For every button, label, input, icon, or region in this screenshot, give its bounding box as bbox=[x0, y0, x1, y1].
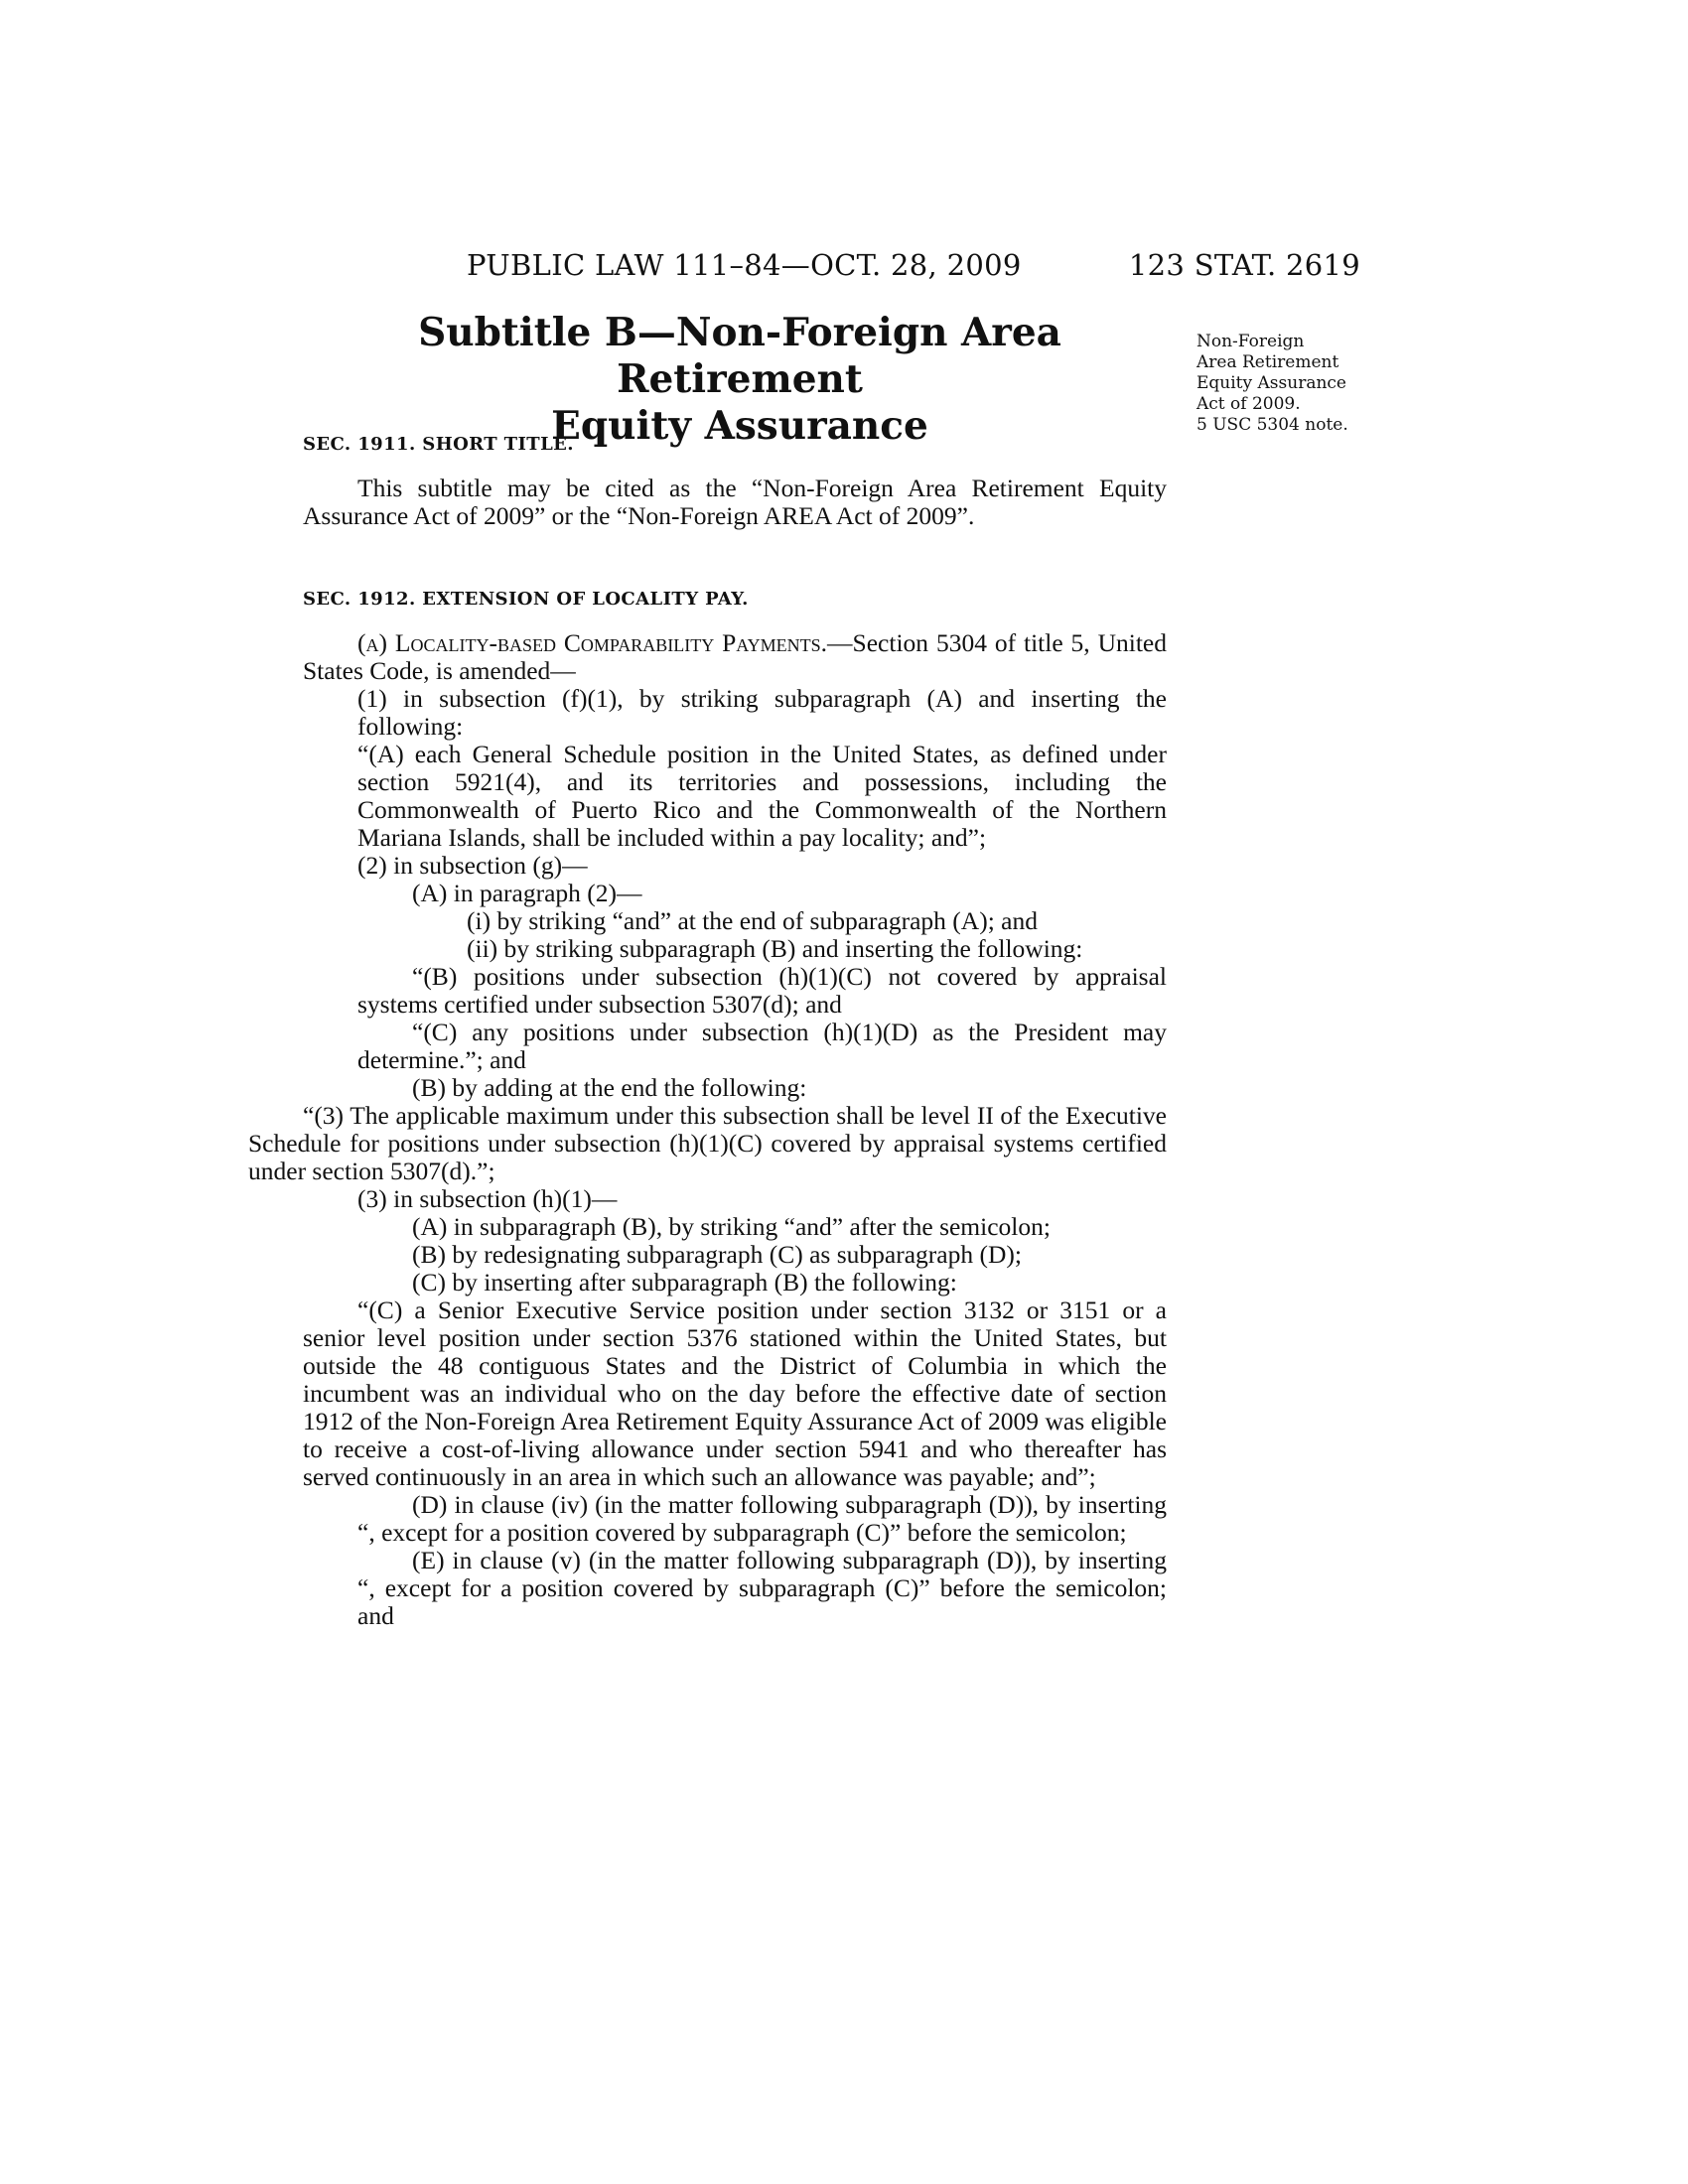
section-1912-heading: SEC. 1912. EXTENSION OF LOCALITY PAY. bbox=[303, 589, 749, 610]
margin-note-line: 5 USC 5304 note. bbox=[1196, 415, 1348, 435]
paragraph-3-quote-C: “(C) a Senior Executive Service position under section 3132 or 3151 or a senior level position under section 5376 stationed within the United States, but outside the 48 contiguous States and the District of Columbia in which the incumbent was an individual who on the day before the effective date of section 1912 of the Non-Foreign Area Retirement Equity Assurance Act of 2009 was eligible to receive a cost-of-living allowance under section 5941 and who thereafter has served continuously in an area in which such an allowance was payable; and”; bbox=[303, 1296, 1167, 1491]
paragraph-3-D: (D) in clause (iv) (in the matter following subparagraph (D)), by inserting “, except for a position covered by subparagraph (C)” before the semicolon; bbox=[357, 1490, 1167, 1547]
paragraph-2-quote-3: “(3) The applicable maximum under this subsection shall be level II of the Executive Schedule for positions under subsection (h)(1)(C) covered by appraisal systems certified under section 5307(d).”; bbox=[248, 1101, 1167, 1185]
section-1911-body bbox=[303, 475, 1167, 530]
paragraph-2-B: (B) by adding at the end the following: bbox=[412, 1073, 807, 1102]
section-1911-text: This subtitle may be cited as the “Non-Foreign Area Retirement Equity Assurance Act of 2009” or the “Non-Foreign AREA Act of 2009”. bbox=[303, 474, 1167, 530]
paragraph-2: (2) in subsection (g)— bbox=[357, 851, 588, 880]
margin-note-line: Act of 2009. bbox=[1196, 394, 1301, 414]
subtitle-heading-line2: Equity Assurance bbox=[551, 403, 928, 449]
paragraph-3-A: (A) in subparagraph (B), by striking “and” after the semicolon; bbox=[412, 1212, 1051, 1241]
subtitle-heading bbox=[298, 310, 1182, 450]
subtitle-heading-line1: Subtitle B—Non-Foreign Area Retirement bbox=[418, 310, 1061, 402]
paragraph-3: (3) in subsection (h)(1)— bbox=[357, 1184, 618, 1213]
paragraph-3-E: (E) in clause (v) (in the matter following subparagraph (D)), by inserting “, except for a position covered by subparagraph (C)” before the semicolon; and bbox=[357, 1546, 1167, 1630]
section-1911-heading: SEC. 1911. SHORT TITLE. bbox=[303, 434, 574, 455]
margin-note-line: Non-Foreign bbox=[1196, 332, 1305, 351]
margin-note bbox=[1196, 332, 1415, 436]
paragraph-3-C: (C) by inserting after subparagraph (B) the following: bbox=[412, 1268, 957, 1297]
paragraph-2-A: (A) in paragraph (2)— bbox=[412, 879, 642, 907]
paragraph-2-A-ii: (ii) by striking subparagraph (B) and inserting the following: bbox=[467, 934, 1083, 963]
paragraph-1: (1) in subsection (f)(1), by striking subparagraph (A) and inserting the following: bbox=[357, 684, 1167, 741]
margin-note-line: Area Retirement bbox=[1196, 352, 1339, 372]
running-header-law: PUBLIC LAW 111–84—OCT. 28, 2009 bbox=[467, 248, 1022, 282]
subsection-a-caption: (a) Locality-based Comparability Payments. bbox=[357, 628, 828, 657]
paragraph-2-quote-B: “(B) positions under subsection (h)(1)(C) not covered by appraisal systems certified under subsection 5307(d); and bbox=[357, 962, 1167, 1019]
paragraph-1-quote: “(A) each General Schedule position in the United States, as defined under section 5921(4), and its territories and possessions, including the Commonwealth of Puerto Rico and the Commonwealth of the Northern Mariana Islands, shall be included within a pay locality; and”; bbox=[357, 740, 1167, 852]
section-1912-body bbox=[248, 628, 1167, 1630]
subsection-a bbox=[303, 629, 1167, 685]
subsection-a-text: —Section 5304 of title 5, United States Code, is amended— bbox=[303, 628, 1167, 685]
margin-note-line: Equity Assurance bbox=[1196, 373, 1346, 393]
paragraph-2-A-i: (i) by striking “and” at the end of subparagraph (A); and bbox=[467, 906, 1038, 935]
running-header-stat-page: 123 STAT. 2619 bbox=[1128, 248, 1360, 282]
paragraph-2-quote-C: “(C) any positions under subsection (h)(1)(D) as the President may determine.”; and bbox=[357, 1018, 1167, 1074]
paragraph-3-B: (B) by redesignating subparagraph (C) as subparagraph (D); bbox=[412, 1240, 1022, 1269]
